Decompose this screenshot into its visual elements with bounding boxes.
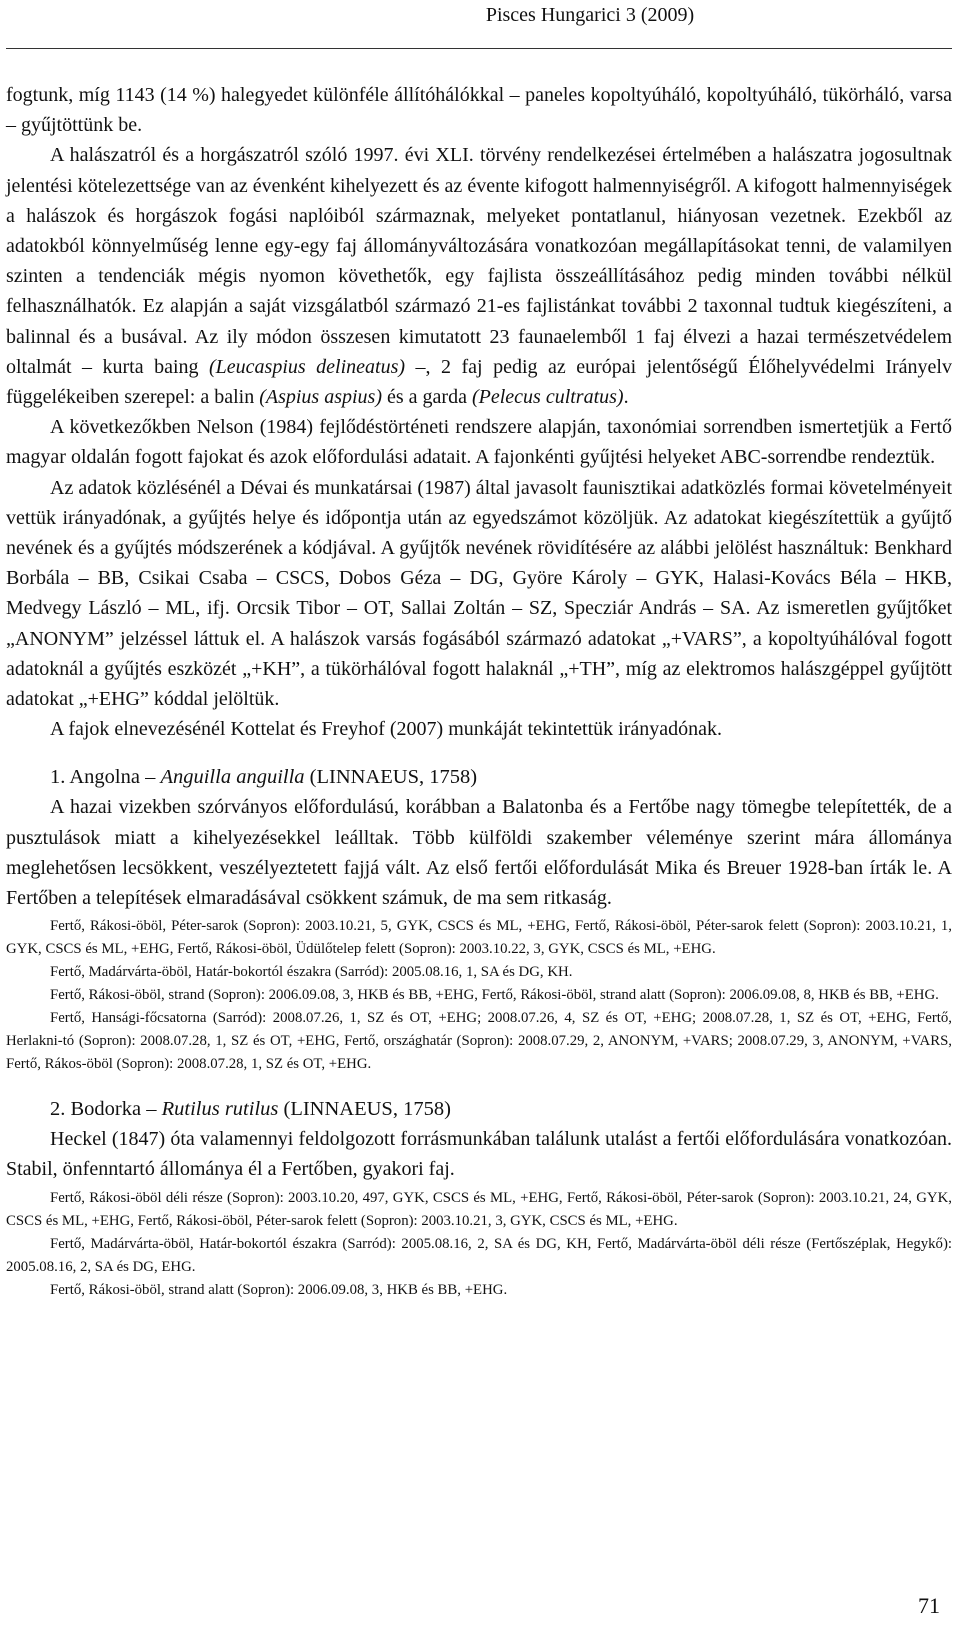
page-content bbox=[6, 80, 952, 1302]
species-section-2 bbox=[6, 1094, 952, 1301]
record-item: Fertő, Madárvárta-öböl, Határ-bokortól északra (Sarród): 2005.08.16, 1, SA és DG, KH. bbox=[50, 964, 573, 981]
record-item: Fertő, Hansági-főcsatorna (Sarród): 2008.07.26, 1, SZ és OT, +EHG; 2008.07.26, 4, SZ és OT, +EHG; 2008.07.28, 1, SZ és OT, +EHG, Fertő, Herlakni-tó (Sopron): 2008.07.28, 1, SZ és OT, +EHG, Fertő, országhatár (Sopron): 2008.07.29, 2, ANONYM, +VARS; 2008.07.29, 3, ANONYM, +VARS, Fertő, Rákos-öböl (Sopron): 2008.07.28, 1, SZ és OT, +EHG. bbox=[6, 1010, 952, 1073]
species-author-open: (L bbox=[278, 1098, 303, 1121]
species-author-close: , 1758) bbox=[392, 1098, 451, 1121]
species-author-close: , 1758) bbox=[419, 766, 478, 789]
species-author-open: (L bbox=[304, 766, 330, 789]
paragraph-5: A fajok elnevezésénél Kottelat és Freyhof (2007) munkáját tekintettük irányadónak. bbox=[50, 718, 723, 741]
species-name-aspius: (Aspius aspius) bbox=[259, 386, 383, 409]
species-name-pelecus: (Pelecus cultratus) bbox=[471, 386, 624, 409]
paragraph-2 bbox=[6, 140, 952, 412]
species-number: 2. Bodorka – bbox=[50, 1098, 162, 1121]
header-rule bbox=[6, 48, 952, 49]
record-item: Fertő, Rákosi-öböl, strand alatt (Sopron): 2006.09.08, 3, HKB és BB, +EHG. bbox=[50, 1281, 508, 1298]
page-header bbox=[0, 0, 960, 52]
species-description: Heckel (1847) óta valamennyi feldolgozott forrásmunkában találunk utalást a fertői előfordulására vonatkozóan. Stabil, önfenntartó állománya él a Fertőben, gyakori faj. bbox=[6, 1128, 952, 1181]
species-heading bbox=[6, 762, 952, 792]
journal-title: Pisces Hungarici 3 (2009) bbox=[485, 4, 695, 26]
species-description: A hazai vizekben szórványos előfordulású, korábban a Balatonba és a Fertőbe nagy tömegbe telepítették, de a pusztulások miatt a kihelyezésekkel leálltak. Több külföldi szakember véleménye szerint mára állománya meglehetősen lecsökkent, veszélyeztetett fajjá vált. Az első fertői előfordulását Mika és Breuer 1928-ban írták le. A Fertőben a telepítések elmaradásával csökkent számuk, de ma sem ritkaság. bbox=[6, 796, 952, 910]
paragraph-3: A következőkben Nelson (1984) fejlődéstörténeti rendszere alapján, taxonómiai sorrendben ismertetjük a Fertő magyar oldalán fogott fajokat és azok előfordulási adatait. A fajonkénti gyűjtési helyeket ABC-sorrendbe rendeztük. bbox=[6, 416, 952, 469]
paragraph-2-mid: –, 2 faj pedig az európai jelentőségű Élőhelyvédelmi Irányelv függelékeiben szerepel: a balin bbox=[6, 355, 952, 409]
records-list bbox=[6, 1187, 952, 1302]
species-author: INNAEUS bbox=[329, 766, 419, 789]
records-list bbox=[6, 915, 952, 1076]
species-section-1 bbox=[6, 762, 952, 1076]
species-author: INNAEUS bbox=[302, 1098, 393, 1121]
paragraph-2-mid2: és a garda bbox=[382, 386, 472, 409]
paragraph-2-end: . bbox=[623, 386, 629, 409]
body-text bbox=[6, 80, 952, 744]
paragraph-4: Az adatok közlésénél a Dévai és munkatársai (1987) által javasolt faunisztikai adatközlés formai követelményeit vettük irányadónak, a gyűjtés helye és időpontja után az egyedszámot közöljük. Az adatokat kiegészítettük a gyűjtő nevének és a gyűjtés módszerének a kódjával. A gyűjtők nevének rövidítésére az alábbi jelölést használtuk: Benkhard Borbála – BB, Csikai Csaba – CSCS, Dobos Géza – DG, Györe Károly – GYK, Halasi-Kovács Béla – HKB, Medvegy László – ML, ifj. Orcsik Tibor – OT, Sallai Zoltán – SZ, Specziár András – SA. Az ismeretlen gyűjtőket „ANONYM” jelzéssel láttuk el. A halászok varsás fogásából származó adatokat „+VARS”, a kopoltyúhálóval fogott adatoknál a gyűjtés eszközét „+KH”, a tükörhálóval fogott halaknál „+TH”, míg az elektromos halászgéppel gyűjtött adatokat „+EHG” kóddal jelöltük. bbox=[6, 476, 952, 711]
species-name-leucaspius: (Leucaspius delineatus) bbox=[209, 355, 406, 378]
record-item: Fertő, Rákosi-öböl, Péter-sarok (Sopron): 2003.10.21, 5, GYK, CSCS és ML, +EHG, Fertő, Rákosi-öböl, Péter-sarok felett (Sopron): 2003.10.21, 1, GYK, CSCS és ML, +EHG, Fertő, Rákosi-öböl, Üdülőtelep felett (Sopron): 2003.10.22, 3, GYK, CSCS és ML, +EHG. bbox=[6, 918, 952, 958]
paragraph-1: fogtunk, míg 1143 (14 %) halegyedet különféle állítóhálókkal – paneles kopoltyúháló, kopoltyúháló, tükörháló, varsa – gyűjtöttünk be. bbox=[6, 84, 952, 137]
page-number: 71 bbox=[918, 1593, 940, 1618]
record-item: Fertő, Rákosi-öböl déli része (Sopron): 2003.10.20, 497, GYK, CSCS és ML, +EHG, Fertő, Rákosi-öböl, Péter-sarok (Sopron): 2003.10.21, 24, GYK, CSCS és ML, +EHG, Fertő, Rákosi-öböl, Péter-sarok felett (Sopron): 2003.10.21, 3, GYK, CSCS és ML, +EHG. bbox=[6, 1189, 952, 1229]
record-item: Fertő, Rákosi-öböl, strand (Sopron): 2006.09.08, 3, HKB és BB, +EHG, Fertő, Rákosi-öböl, strand alatt (Sopron): 2006.09.08, 8, HKB és BB, +EHG. bbox=[50, 987, 939, 1004]
species-scientific-name: Anguilla anguilla bbox=[160, 766, 305, 789]
record-item: Fertő, Madárvárta-öböl, Határ-bokortól északra (Sarród): 2005.08.16, 2, SA és DG, KH, Fertő, Madárvárta-öböl déli része (Fertőszéplak, Hegykő): 2005.08.16, 2, SA és DG, EHG. bbox=[6, 1235, 952, 1275]
species-number: 1. Angolna – bbox=[50, 766, 161, 789]
species-heading bbox=[6, 1094, 952, 1124]
paragraph-2-text: A halászatról és a horgászatról szóló 1997. évi XLI. törvény rendelkezései értelmében a halászatra jogosultnak jelentési kötelezettsége van az évenként kihelyezett és az évente kifogott halmennyiségről. A kifogott halmennyiségek a halászok és horgászok fogási naplóiból származnak, melyeket pontatlanul, hiányosan vezetnek. Ezekből az adatokból könnyelműség lenne egy-egy faj állományváltozására vonatkozóan megállapításokat tenni, de valamilyen szinten a tendenciák mégis nyomon követhetők, egy fajlista összeállításához pedig minden további nélkül felhasználhatók. Ez alapján a saját vizsgálatból származó 21-es fajlistánkat további 2 taxonnal tudtuk kiegészíteni, a balinnal és a busával. Az ily módon összesen kimutatott 23 faunaelemből 1 faj élvezi a hazai természetvédelem oltalmát – kurta baing bbox=[6, 144, 952, 378]
species-scientific-name: Rutilus rutilus bbox=[161, 1098, 279, 1121]
